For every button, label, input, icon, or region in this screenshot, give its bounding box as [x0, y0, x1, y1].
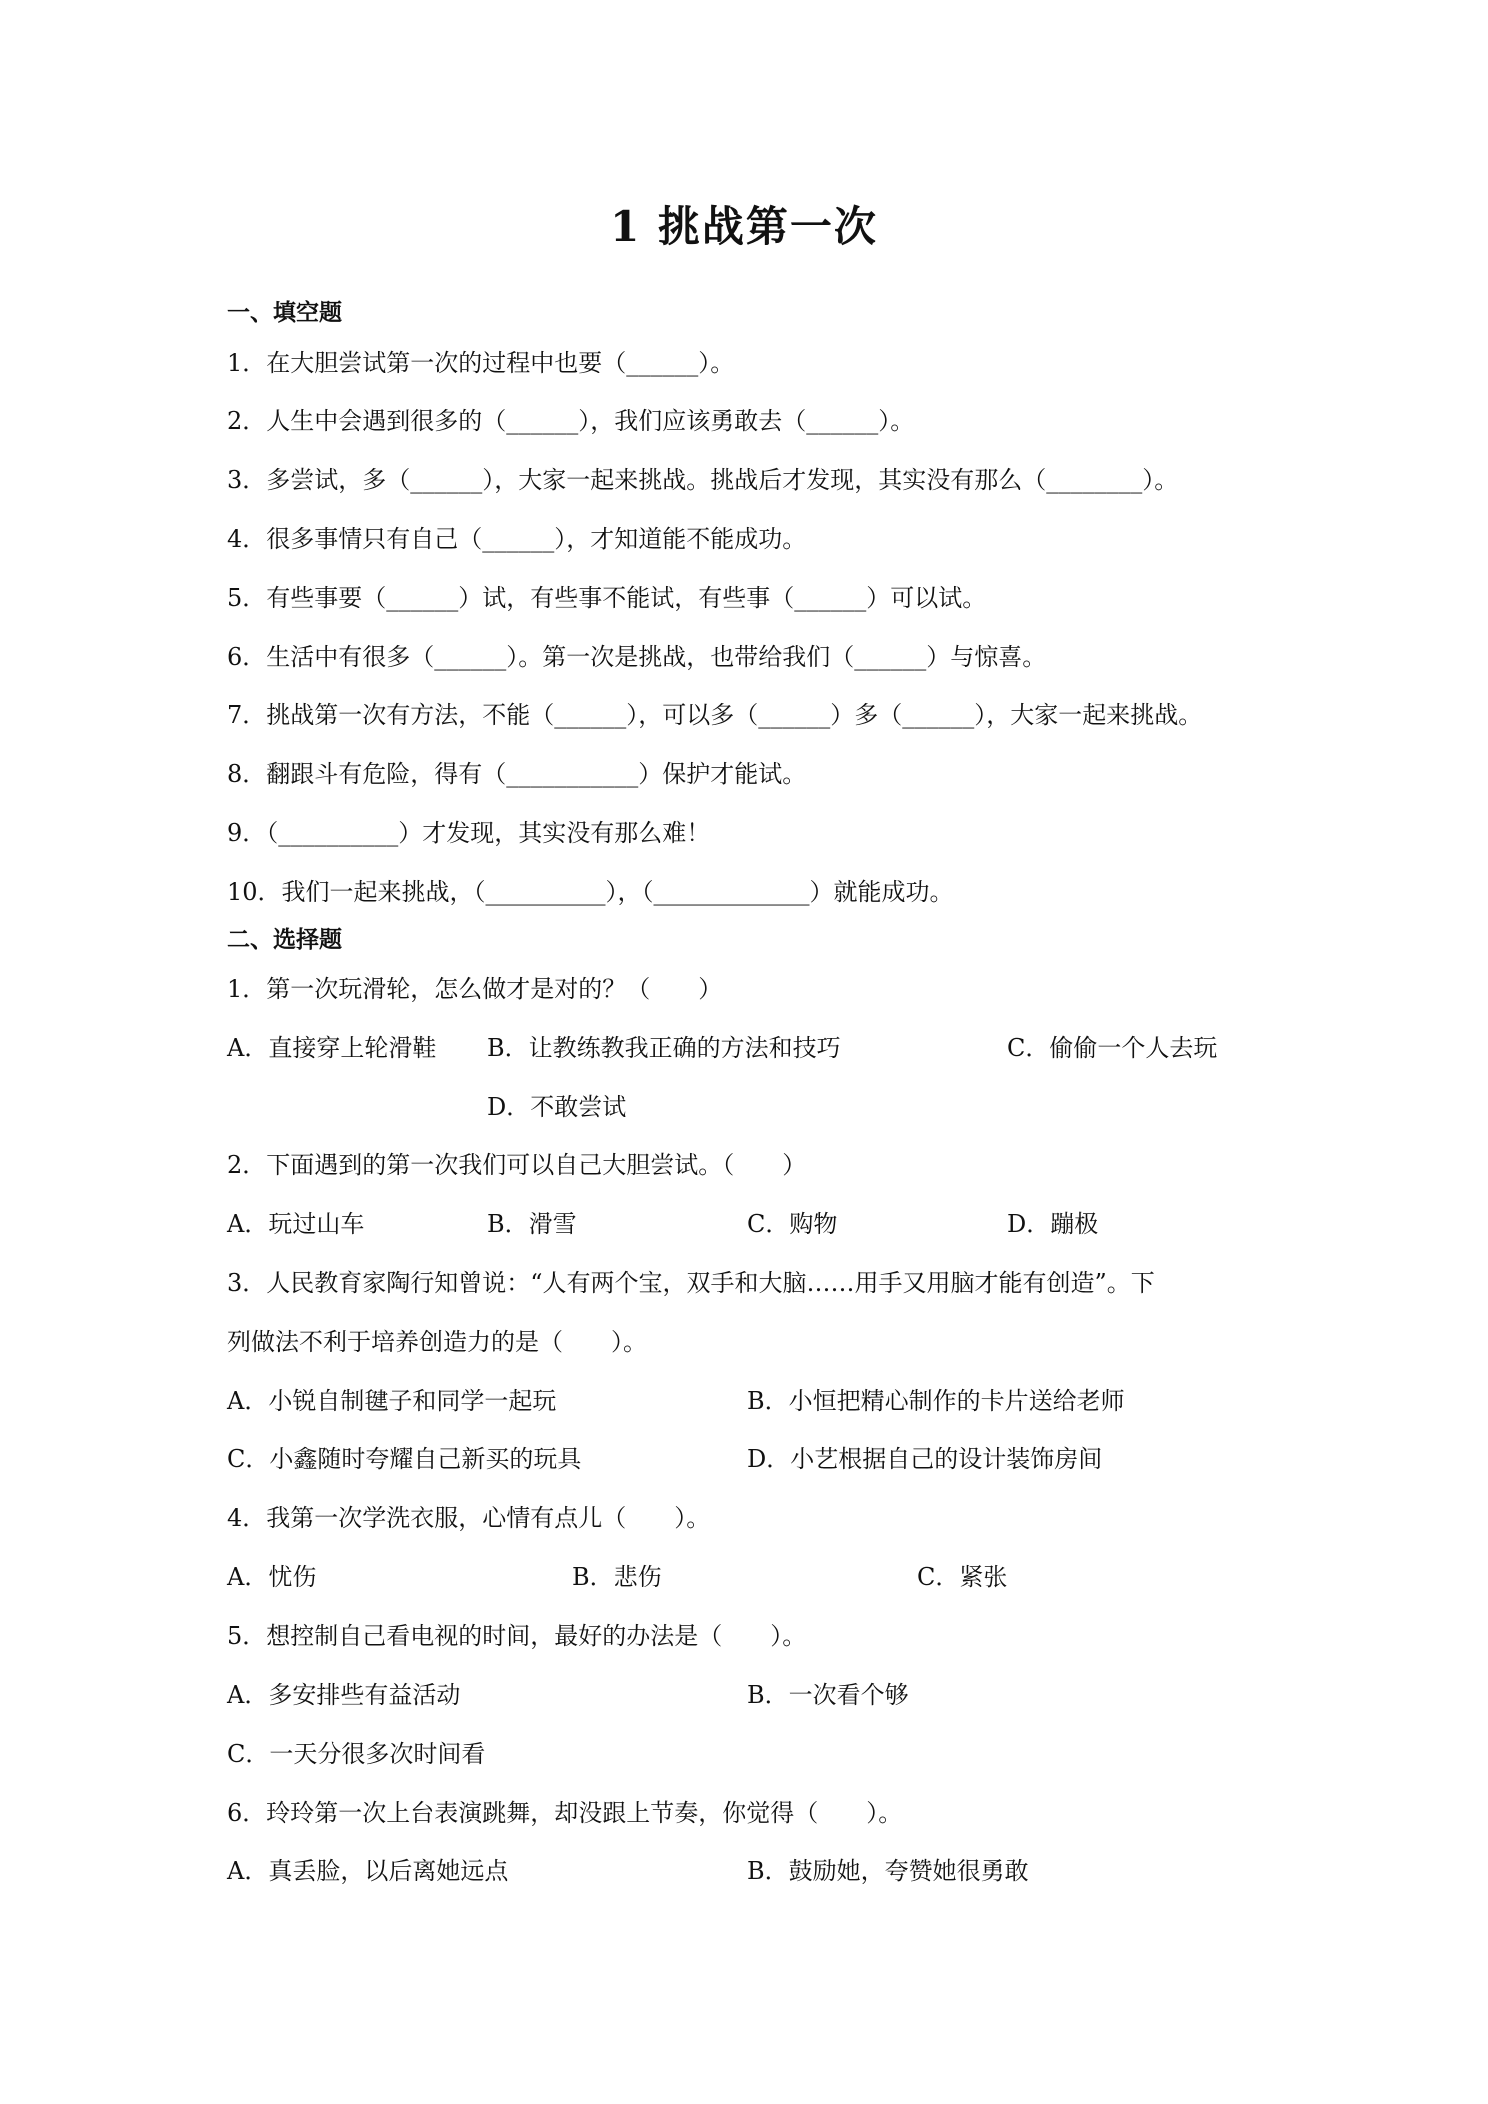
choice-option: D．不敢尝试 [487, 1093, 627, 1121]
choice-option: C．一天分很多次时间看 [227, 1740, 486, 1768]
choice-option: B．让教练教我正确的方法和技巧 [487, 1034, 841, 1062]
choice-option: A．多安排些有益活动 [227, 1681, 461, 1709]
fill-blank-question: 7．挑战第一次有方法，不能（______），可以多（______）多（______），大家一起来挑战。 [227, 701, 1203, 729]
fill-blank-question: 3．多尝试，多（______），大家一起来挑战。挑战后才发现，其实没有那么（________）。 [227, 466, 1179, 494]
choice-option: C．紧张 [917, 1563, 1008, 1591]
choice-option: B．鼓励她，夸赞她很勇敢 [747, 1857, 1029, 1885]
choice-question-stem: 5．想控制自己看电视的时间，最好的办法是（ ）。 [227, 1622, 807, 1650]
choice-option: A．真丢脸，以后离她远点 [227, 1857, 509, 1885]
choice-question-stem: 3．人民教育家陶行知曾说：“人有两个宝，双手和大脑……用手又用脑才能有创造”。下 [227, 1269, 1155, 1297]
choice-question-stem: 1．第一次玩滑轮，怎么做才是对的？（ ） [227, 975, 723, 1003]
choice-option: A．小锐自制毽子和同学一起玩 [227, 1387, 557, 1415]
choice-option: A．玩过山车 [227, 1210, 365, 1238]
section-heading-fill-blank: 一、填空题 [227, 300, 342, 326]
choice-option: A．忧伤 [227, 1563, 317, 1591]
choice-option: C．偷偷一个人去玩 [1007, 1034, 1218, 1062]
choice-option: A．直接穿上轮滑鞋 [227, 1034, 437, 1062]
choice-option: D．蹦极 [1007, 1210, 1099, 1238]
choice-option: B．滑雪 [487, 1210, 577, 1238]
fill-blank-question: 9．（__________）才发现，其实没有那么难！ [227, 819, 711, 847]
fill-blank-question: 4．很多事情只有自己（______），才知道能不能成功。 [227, 525, 807, 553]
choice-option: B．悲伤 [572, 1563, 662, 1591]
choice-question-stem: 2．下面遇到的第一次我们可以自己大胆尝试。（ ） [227, 1151, 807, 1179]
choice-option: C．购物 [747, 1210, 838, 1238]
choice-option: B．小恒把精心制作的卡片送给老师 [747, 1387, 1125, 1415]
choice-question-stem: 4．我第一次学洗衣服，心情有点儿（ ）。 [227, 1504, 711, 1532]
fill-blank-question: 2．人生中会遇到很多的（______），我们应该勇敢去（______）。 [227, 407, 915, 435]
section-heading-multiple-choice: 二、选择题 [227, 927, 342, 953]
choice-option: C．小鑫随时夸耀自己新买的玩具 [227, 1445, 582, 1473]
fill-blank-question: 10．我们一起来挑战，（__________），（_____________）就能成功。 [227, 878, 954, 906]
fill-blank-question: 6．生活中有很多（______）。第一次是挑战，也带给我们（______）与惊喜。 [227, 643, 1047, 671]
fill-blank-question: 1．在大胆尝试第一次的过程中也要（______）。 [227, 349, 735, 377]
fill-blank-question: 5．有些事要（______）试，有些事不能试，有些事（______）可以试。 [227, 584, 987, 612]
page-title: 1 挑战第一次 [610, 202, 878, 251]
choice-option: B．一次看个够 [747, 1681, 909, 1709]
choice-question-stem: 6．玲玲第一次上台表演跳舞，却没跟上节奏，你觉得（ ）。 [227, 1799, 903, 1827]
fill-blank-question: 8．翻跟斗有危险，得有（___________）保护才能试。 [227, 760, 807, 788]
choice-option: D．小艺根据自己的设计装饰房间 [747, 1445, 1103, 1473]
choice-question-stem-continued: 列做法不利于培养创造力的是（ ）。 [227, 1328, 647, 1356]
